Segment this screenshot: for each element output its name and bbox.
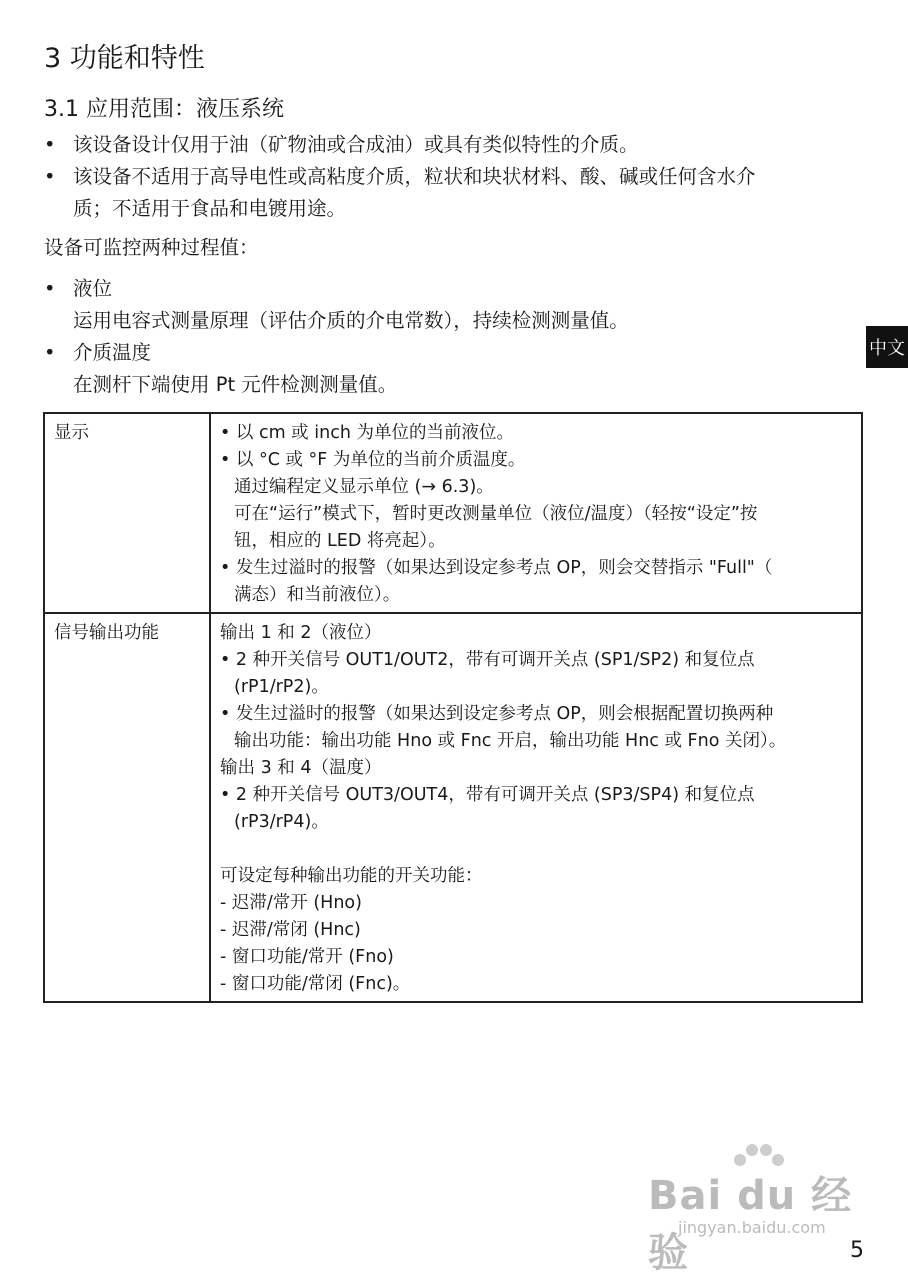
cell-line: (rP1/rP2)。	[234, 677, 329, 697]
row-content	[210, 413, 862, 613]
cell-line: • 2 种开关信号 OUT1/OUT2，带有可调开关点 (SP1/SP2) 和复位点	[220, 650, 755, 670]
cell-line: 满态）和当前液位）。	[234, 585, 401, 605]
cell-line: (rP3/rP4)。	[234, 812, 329, 832]
cell-line: • 2 种开关信号 OUT3/OUT4，带有可调开关点 (SP3/SP4) 和复位点	[220, 785, 755, 805]
process-value-desc: 在测杆下端使用 Pt 元件检测测量值。	[73, 373, 398, 396]
cell-line: 输出功能：输出功能 Hno 或 Fnc 开启，输出功能 Hnc 或 Fno 关闭）。	[234, 731, 787, 751]
cell-line: 钮，相应的 LED 将亮起）。	[234, 531, 446, 551]
bullet-dot: •	[44, 341, 56, 364]
watermark-logo: Bai du 经验	[648, 1173, 853, 1276]
language-tab[interactable]: 中文	[866, 326, 908, 368]
bullet-dot: •	[44, 133, 56, 156]
row-label: 信号输出功能	[44, 613, 210, 1002]
bullet-text: 该设备不适用于高导电性或高粘度介质，粒状和块状材料、酸、碱或任何含水介	[73, 165, 756, 188]
section-title: 3 功能和特性	[44, 43, 205, 74]
cell-line: - 迟滞/常开 (Hno)	[220, 893, 362, 913]
page-number: 5	[850, 1238, 864, 1263]
cell-line: - 迟滞/常闭 (Hnc)	[220, 920, 361, 940]
cell-line: • 以 °C 或 °F 为单位的当前介质温度。	[220, 450, 526, 470]
baidu-watermark	[648, 1140, 868, 1276]
process-value-name: 液位	[73, 277, 113, 300]
cell-line: 可在“运行”模式下，暂时更改测量单位（液位/温度）（轻按“设定”按	[234, 504, 758, 524]
cell-line: • 发生过溢时的报警（如果达到设定参考点 OP，则会交替指示 "Full"（	[220, 558, 773, 578]
subsection-title: 3.1 应用范围：液压系统	[44, 97, 284, 122]
cell-line: • 以 cm 或 inch 为单位的当前液位。	[220, 423, 514, 443]
process-value-desc: 运用电容式测量原理（评估介质的介电常数），持续检测测量值。	[73, 309, 629, 332]
table-row	[44, 413, 862, 613]
cell-line: 可设定每种输出功能的开关功能：	[220, 866, 483, 886]
cell-line: - 窗口功能/常闭 (Fnc)。	[220, 974, 411, 994]
blank-line	[220, 836, 855, 863]
bullet-dot: •	[44, 165, 56, 188]
row-label: 显示	[44, 413, 210, 613]
process-value-name: 介质温度	[73, 341, 152, 364]
bullet-dot: •	[44, 277, 56, 300]
watermark-url: jingyan.baidu.com	[678, 1218, 826, 1237]
row-content	[210, 613, 862, 1002]
cell-line: 输出 1 和 2（液位）	[220, 623, 382, 643]
spec-table	[43, 412, 863, 1003]
cell-line: • 发生过溢时的报警（如果达到设定参考点 OP，则会根据配置切换两种	[220, 704, 774, 724]
cell-line: 通过编程定义显示单位 (→ 6.3)。	[234, 477, 494, 497]
cell-line: 输出 3 和 4（温度）	[220, 758, 382, 778]
bullet-text: 该设备设计仅用于油（矿物油或合成油）或具有类似特性的介质。	[73, 133, 639, 156]
cell-line: - 窗口功能/常开 (Fno)	[220, 947, 394, 967]
intro-text: 设备可监控两种过程值：	[44, 236, 259, 259]
bullet-text-continued: 质；不适用于食品和电镀用途。	[73, 197, 347, 220]
table-row	[44, 613, 862, 1002]
